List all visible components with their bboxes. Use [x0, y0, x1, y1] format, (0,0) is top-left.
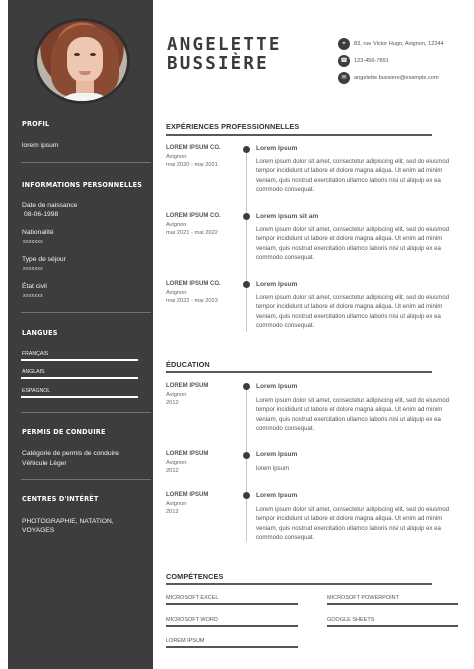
photo-right-eye	[90, 53, 96, 56]
language-bar-french	[21, 359, 138, 361]
license-title: PERMIS DE CONDUIRE	[22, 427, 106, 436]
profile-text: lorem ipsum	[22, 142, 59, 149]
license-value: Véhicule Léger	[22, 460, 67, 467]
first-name: ANGELETTE	[167, 35, 282, 55]
experience-role-title: Lorem Ipsum	[256, 145, 298, 152]
education-city: Avignon	[166, 501, 187, 507]
residence-type-label: Type de séjour	[22, 256, 66, 263]
experience-description: Lorem ipsum dolor sit amet, consectetur adipiscing elit, sed do eiusmod tempor incididunt ut labore et dolore magna aliqua. Ut enim ad minim veniam, quis nostrud exercitation ullamco laboris nisi ut aliquip ex ea commodo consequat.	[256, 226, 450, 262]
experience-role-title: Lorem ipsum sit am	[256, 213, 319, 220]
skill-google-sheets: GOOGLE SHEETS	[327, 617, 375, 623]
skill-bar-google-sheets	[327, 625, 458, 627]
photo-face	[67, 37, 103, 83]
education-city: Avignon	[166, 392, 187, 398]
license-divider	[21, 479, 151, 480]
email-icon: ✉	[338, 72, 350, 84]
location-icon: ⌖	[338, 38, 350, 50]
profile-photo	[34, 18, 130, 104]
language-english: ANGLAIS	[22, 369, 45, 375]
email-text[interactable]: angelette.bussiere@example.com	[354, 75, 439, 81]
experience-company: LOREM IPSUM CO.	[166, 213, 221, 219]
education-city: Avignon	[166, 460, 187, 466]
phone-text: 123-456-7891	[354, 58, 389, 64]
timeline-dot	[243, 281, 250, 288]
birth-date-label: Date de naissance	[22, 202, 78, 209]
timeline-dot	[243, 452, 250, 459]
languages-title: LANGUES	[22, 328, 58, 337]
language-bar-english	[21, 377, 138, 379]
education-title-entry: Lorem Ipsum	[256, 492, 298, 499]
experience-title: EXPÉRIENCES PROFESSIONNELLES	[166, 122, 300, 131]
personal-info-title: INFORMATIONS PERSONNELLES	[22, 180, 143, 189]
language-french: FRANÇAIS	[22, 351, 49, 357]
education-rule	[166, 371, 432, 373]
interests-line-2: VOYAGES	[22, 527, 55, 534]
education-year: 2012	[166, 509, 179, 515]
profile-divider	[21, 162, 151, 163]
education-description: Lorem ipsum dolor sit amet, consectetur adipiscing elit, sed do eiusmod tempor incididunt ut labore et dolore magna aliqua. Ut enim ad minim veniam, quis nostrud exercitation ullamco laboris nisi ut aliquip ex ea commodo consequat.	[256, 506, 450, 542]
interests-line-1: PHOTOGRAPHIE, NATATION,	[22, 518, 114, 525]
education-school: LOREM IPSUM	[166, 383, 209, 389]
skills-title: COMPÉTENCES	[166, 572, 224, 581]
timeline-dot	[243, 383, 250, 390]
interests-title: CENTRES D'INTÉRÊT	[22, 494, 99, 503]
education-title-entry: Lorem Ipsum	[256, 451, 298, 458]
skill-bar-word	[166, 625, 298, 627]
sidebar	[8, 0, 153, 669]
experience-city: Avignon	[166, 154, 187, 160]
education-year: 2012	[166, 400, 179, 406]
language-spanish: ESPAGNOL	[22, 388, 51, 394]
skill-bar-lorem-ipsum	[166, 646, 298, 648]
education-timeline	[246, 384, 247, 542]
experience-city: Avignon	[166, 290, 187, 296]
languages-divider	[21, 412, 151, 413]
profile-title: PROFIL	[22, 119, 50, 128]
timeline-dot	[243, 146, 250, 153]
nationality-label: Nationalité	[22, 229, 54, 236]
marital-status-value: xxxxxxx	[23, 293, 43, 299]
personal-divider	[21, 312, 151, 313]
skill-powerpoint: MICROSOFT POWERPOINT	[327, 595, 400, 601]
experience-description: Lorem ipsum dolor sit amet, consectetur adipiscing elit, sed do eiusmod tempor incididunt ut labore et dolore magna aliqua. Ut enim ad minim veniam, quis nostrud exercitation ullamco laboris nisi ut aliquip ex ea commodo consequat.	[256, 158, 450, 194]
education-description: lorem ipsum	[256, 465, 290, 472]
last-name: BUSSIÈRE	[167, 54, 269, 74]
timeline-dot	[243, 492, 250, 499]
experience-company: LOREM IPSUM CO.	[166, 145, 221, 151]
skill-bar-powerpoint	[327, 603, 458, 605]
skill-excel: MICROSOFT EXCEL	[166, 595, 219, 601]
birth-date-value: 08-06-1998	[24, 211, 59, 218]
skill-word: MICROSOFT WORD	[166, 617, 218, 623]
experience-rule	[166, 134, 432, 136]
residence-type-value: xxxxxxx	[23, 266, 43, 272]
experience-timeline	[246, 147, 247, 332]
timeline-dot	[243, 213, 250, 220]
education-school: LOREM IPSUM	[166, 492, 209, 498]
experience-dates: mai 2020 - mai 2021	[166, 162, 218, 168]
skill-lorem-ipsum: LOREM IPSUM	[166, 638, 205, 644]
marital-status-label: État civil	[22, 283, 47, 290]
language-bar-spanish	[21, 396, 138, 398]
education-description: Lorem ipsum dolor sit amet, consectetur adipiscing elit, sed do eiusmod tempor incididunt ut labore et dolore magna aliqua. Ut enim ad minim veniam, quis nostrud exercitation ullamco laboris nisi ut aliquip ex ea commodo consequat.	[256, 397, 450, 433]
experience-company: LOREM IPSUM CO.	[166, 281, 221, 287]
experience-dates: mai 2022 - mai 2023	[166, 298, 218, 304]
education-school: LOREM IPSUM	[166, 451, 209, 457]
experience-city: Avignon	[166, 222, 187, 228]
education-year: 2012	[166, 468, 179, 474]
license-label: Catégorie de permis de conduire	[22, 450, 120, 457]
skills-rule	[166, 583, 432, 585]
candidate-name	[167, 36, 282, 74]
photo-left-eye	[74, 53, 80, 56]
nationality-value: xxxxxxx	[23, 239, 43, 245]
phone-icon: ☎	[338, 55, 350, 67]
education-title-entry: Lorem Ipsum	[256, 383, 298, 390]
experience-role-title: Lorem Ipsum	[256, 281, 298, 288]
education-title: ÉDUCATION	[166, 360, 210, 369]
skill-bar-excel	[166, 603, 298, 605]
experience-description: Lorem ipsum dolor sit amet, consectetur adipiscing elit, sed do eiusmod tempor incididunt ut labore et dolore magna aliqua. Ut enim ad minim veniam, quis nostrud exercitation ullamco laboris nisi ut aliquip ex ea commodo consequat.	[256, 294, 450, 330]
experience-dates: mai 2021 - mai 2022	[166, 230, 218, 236]
address-text: 83, rue Victor Hugo, Avignon, 12344	[354, 41, 444, 47]
